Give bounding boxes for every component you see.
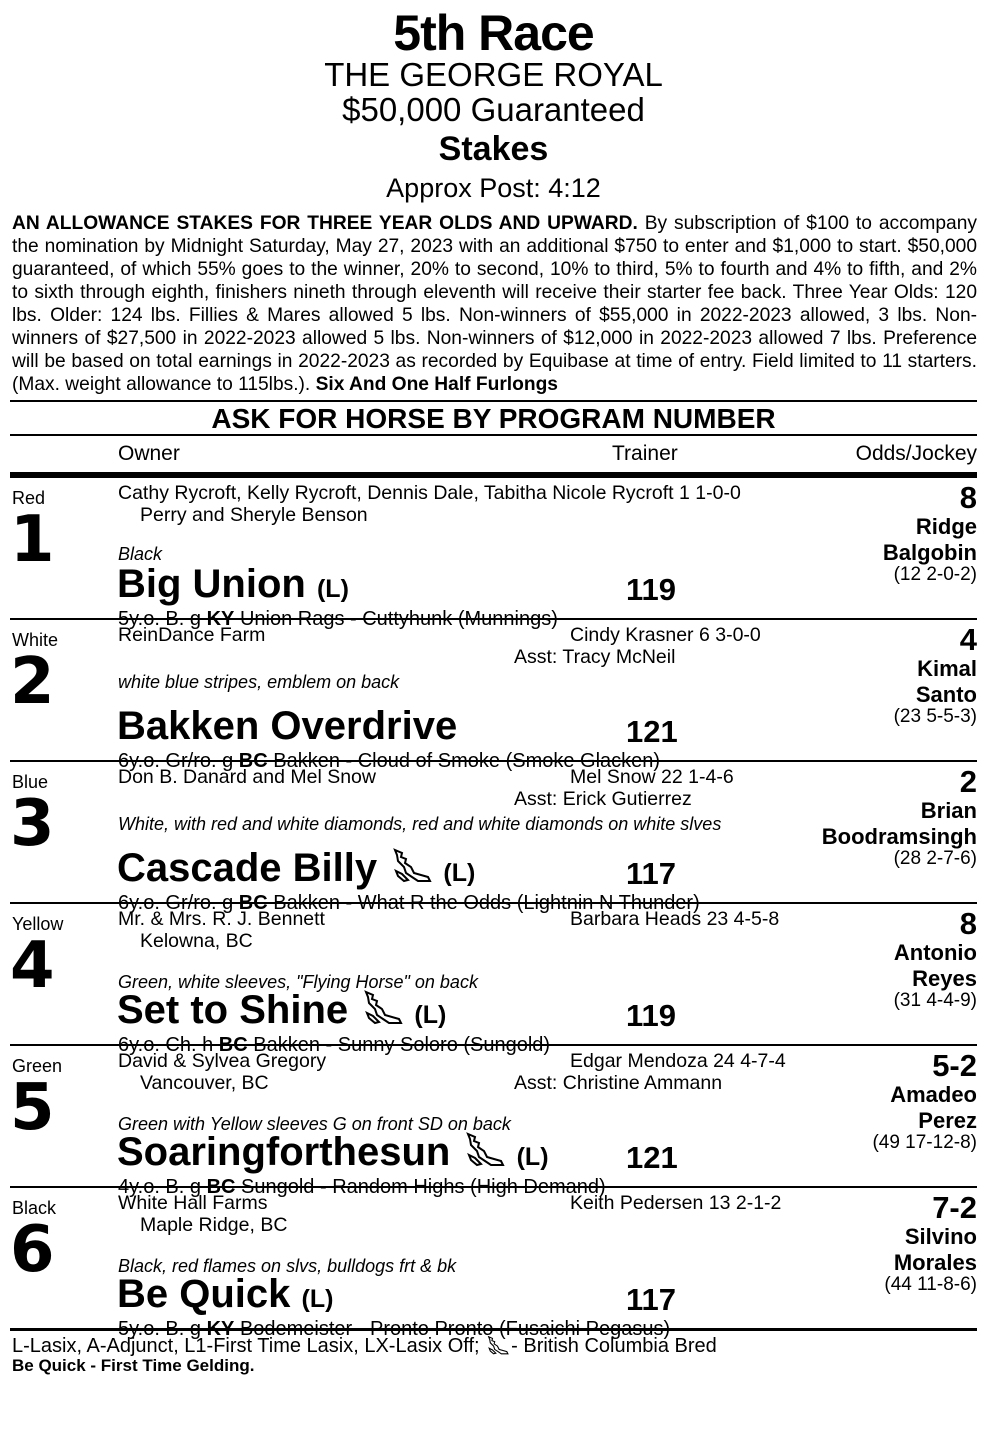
entries-list bbox=[0, 478, 987, 1340]
owner-detail: Maple Ridge, BC bbox=[140, 1214, 288, 1236]
trainer-column-header: Trainer bbox=[612, 442, 678, 465]
owner-detail: Perry and Sheryle Benson bbox=[140, 504, 368, 526]
owner bbox=[118, 1192, 287, 1236]
program-number: 1 bbox=[10, 503, 55, 577]
jockey-first-name: Silvino bbox=[904, 1224, 977, 1249]
ask-banner: ASK FOR HORSE BY PROGRAM NUMBER bbox=[10, 400, 977, 434]
race-purse: $50,000 Guaranteed bbox=[342, 91, 645, 128]
race-conditions bbox=[12, 212, 977, 396]
medication-code: (L) bbox=[414, 1001, 447, 1029]
breeding: Bodemeister - Pronto Pronto (Fusaichi Pegasus) bbox=[239, 1318, 671, 1340]
medication-code: (L) bbox=[301, 1285, 334, 1313]
assistant-trainer: Asst: Tracy McNeil bbox=[514, 646, 676, 668]
owner-name: Mr. & Mrs. R. J. Bennett bbox=[118, 908, 325, 930]
jockey-first-name: Antonio bbox=[893, 940, 977, 965]
weight: 121 bbox=[626, 714, 678, 749]
trainer: Mel Snow 22 1-4-6 bbox=[570, 766, 734, 788]
program-number: 6 bbox=[10, 1213, 55, 1287]
jockey-stats: (23 5-5-3) bbox=[893, 706, 977, 727]
owner bbox=[118, 908, 325, 952]
jockey-last-name: Perez bbox=[918, 1108, 977, 1133]
race-header bbox=[0, 0, 987, 206]
legend-bc: - British Columbia Bred bbox=[511, 1335, 717, 1357]
owner-name: ReinDance Farm bbox=[118, 624, 266, 646]
jockey bbox=[916, 656, 977, 708]
horse-name-text: Set to Shine bbox=[117, 988, 349, 1032]
legend-lasix: L-Lasix, A-Adjunct, L1-First Time Lasix, LX-Lasix Off; bbox=[12, 1335, 480, 1357]
odds-column-header: Odds/Jockey bbox=[855, 442, 977, 465]
breeding: Bakken - Sunny Soloro (Sungold) bbox=[253, 1034, 551, 1056]
saddlecloth-color: Yellow bbox=[12, 914, 64, 934]
morning-line-odds: 8 bbox=[959, 480, 977, 515]
trainer: Edgar Mendoza 24 4-7-4 bbox=[570, 1050, 786, 1072]
horse-name bbox=[117, 1272, 333, 1321]
race-type: Stakes bbox=[438, 130, 549, 168]
foaling-state: KY bbox=[206, 608, 235, 630]
jockey-last-name: Morales bbox=[893, 1250, 977, 1275]
medication-code: (L) bbox=[516, 1143, 549, 1171]
jockey-first-name: Brian bbox=[920, 798, 977, 823]
saddlecloth-color: Blue bbox=[12, 772, 49, 792]
jockey-stats: (12 2-0-2) bbox=[893, 564, 977, 585]
age-sex: 4y.o. B. g bbox=[118, 1176, 202, 1198]
footer-note: Be Quick - First Time Gelding. bbox=[12, 1356, 255, 1375]
horse-name bbox=[117, 988, 446, 1037]
program-number: 5 bbox=[10, 1071, 55, 1145]
program-number: 4 bbox=[10, 929, 55, 1003]
jockey-last-name: Boodramsingh bbox=[821, 824, 977, 849]
owner bbox=[118, 624, 265, 646]
bc-bred-icon bbox=[363, 989, 403, 1025]
breeding: Bakken - What R the Odds (Lightnin N Thunder) bbox=[273, 892, 700, 914]
footer bbox=[12, 1335, 975, 1375]
entry-row bbox=[10, 620, 977, 772]
conditions-lead: AN ALLOWANCE STAKES FOR THREE YEAR OLDS AND UPWARD. bbox=[12, 213, 638, 234]
trainer: Barbara Heads 23 4-5-8 bbox=[570, 908, 780, 930]
jockey-first-name: Amadeo bbox=[890, 1082, 977, 1107]
weight: 121 bbox=[626, 1140, 678, 1175]
owner-name: Don B. Danard and Mel Snow bbox=[118, 766, 376, 788]
silks-description: Green, white sleeves, "Flying Horse" on back bbox=[118, 972, 478, 992]
foaling-state: BC bbox=[206, 1176, 236, 1198]
jockey bbox=[894, 1224, 977, 1276]
jockey-last-name: Santo bbox=[915, 682, 977, 707]
morning-line-odds: 7-2 bbox=[932, 1190, 977, 1225]
morning-line-odds: 4 bbox=[959, 622, 977, 657]
jockey-first-name: Kimal bbox=[917, 656, 977, 681]
jockey bbox=[890, 1082, 977, 1134]
horse-name bbox=[117, 704, 457, 753]
morning-line-odds: 5-2 bbox=[932, 1048, 977, 1083]
race-distance: Six And One Half Furlongs bbox=[315, 374, 558, 395]
breeding: Sungold - Random Highs (High Demand) bbox=[241, 1176, 606, 1198]
silks-description: Black, red flames on slvs, bulldogs frt & bk bbox=[118, 1256, 457, 1276]
jockey-last-name: Balgobin bbox=[882, 540, 977, 565]
owner-name: White Hall Farms bbox=[118, 1192, 268, 1214]
jockey bbox=[822, 798, 977, 850]
owner bbox=[118, 1050, 326, 1094]
conditions-body: By subscription of $100 to accompany the nomination by Midnight Saturday, May 27, 2023 with an additional $750 to enter and $1,000 to start. $50,000 guaranteed, of which 55% goes to the winner, 20% to second, 10% to third, 5% to fourth and 4% to fifth, and 2% to sixth through eighth, finishers nineth through eleventh will receive their starter fee back. Three Year Olds: 120 lbs. Older: 124 lbs. Fillies & Mares allowed 5 lbs. Non-winners of $55,000 in 2022-2023 allowed, 3 lbs. Non-winners of $27,500 in 2022-2023 allowed 5 lbs. Non-winners of $12,000 in 2022-2023 allowed 7 lbs. Preference will be based on total earnings in 2022-2023 as recorded by Equibase at time of entry. Field limited to 11 starters. (Max. weight allowance to 115lbs.). bbox=[12, 213, 977, 395]
entry-row bbox=[10, 904, 977, 1056]
horse-name-text: Big Union bbox=[117, 562, 306, 606]
saddlecloth-color: Black bbox=[12, 1198, 57, 1218]
breeding: Union Rags - Cuttyhunk (Munnings) bbox=[239, 608, 558, 630]
weight: 119 bbox=[626, 572, 677, 607]
age-sex: 6y.o. Ch. h bbox=[118, 1034, 214, 1056]
entry-row bbox=[10, 1046, 977, 1198]
race-name: THE GEORGE ROYAL bbox=[324, 56, 663, 93]
age-sex: 6y.o. Gr/ro. g bbox=[118, 750, 234, 772]
saddlecloth-color: White bbox=[12, 630, 59, 650]
jockey bbox=[883, 514, 977, 566]
trainer: Cindy Krasner 6 3-0-0 bbox=[570, 624, 761, 646]
saddlecloth-color: Red bbox=[12, 488, 46, 508]
medication-code: (L) bbox=[443, 859, 476, 887]
owner-name: David & Sylvea Gregory bbox=[118, 1050, 327, 1072]
weight: 117 bbox=[626, 1282, 677, 1317]
program-number: 3 bbox=[10, 787, 55, 861]
jockey-first-name: Ridge bbox=[915, 514, 977, 539]
owner bbox=[118, 482, 741, 526]
owner-detail: Vancouver, BC bbox=[140, 1072, 269, 1094]
silks-description: white blue stripes, emblem on back bbox=[118, 672, 400, 692]
bc-bred-icon bbox=[392, 847, 432, 883]
jockey-last-name: Reyes bbox=[912, 966, 977, 991]
bc-bred-icon bbox=[465, 1131, 505, 1167]
jockey-stats: (31 4-4-9) bbox=[893, 990, 977, 1011]
owner-column-header: Owner bbox=[118, 442, 180, 465]
jockey-stats: (44 11-8-6) bbox=[884, 1274, 977, 1295]
post-time: Approx Post: 4:12 bbox=[386, 173, 601, 203]
silks-description: White, with red and white diamonds, red and white diamonds on white slves bbox=[118, 814, 722, 834]
morning-line-odds: 2 bbox=[959, 764, 977, 799]
silks-description: Green with Yellow sleeves G on front SD on back bbox=[118, 1114, 511, 1134]
horse-name bbox=[117, 562, 349, 611]
saddlecloth-color: Green bbox=[12, 1056, 63, 1076]
entry-row bbox=[10, 1188, 977, 1340]
foaling-state: BC bbox=[218, 1034, 248, 1056]
morning-line-odds: 8 bbox=[959, 906, 977, 941]
foaling-state: BC bbox=[238, 892, 268, 914]
medication-code: (L) bbox=[316, 575, 349, 603]
horse-name-text: Cascade Billy bbox=[117, 846, 378, 890]
race-number: 5th Race bbox=[393, 5, 594, 61]
jockey-stats: (28 2-7-6) bbox=[893, 848, 977, 869]
foaling-state: BC bbox=[238, 750, 268, 772]
jockey-stats: (49 17-12-8) bbox=[872, 1132, 977, 1153]
entry-row bbox=[10, 762, 977, 914]
assistant-trainer: Asst: Christine Ammann bbox=[514, 1072, 723, 1094]
horse-name bbox=[117, 846, 475, 895]
trainer: Keith Pedersen 13 2-1-2 bbox=[570, 1192, 782, 1214]
horse-name bbox=[117, 1130, 549, 1179]
jockey bbox=[894, 940, 977, 992]
pedigree bbox=[118, 1318, 670, 1341]
owner bbox=[118, 766, 376, 788]
foaling-state: KY bbox=[206, 1318, 235, 1340]
silks-description: Black bbox=[118, 544, 163, 564]
owner-detail: Kelowna, BC bbox=[140, 930, 253, 952]
program-number: 2 bbox=[10, 645, 55, 719]
weight: 117 bbox=[626, 856, 677, 891]
horse-name-text: Bakken Overdrive bbox=[117, 704, 458, 748]
assistant-trainer: Asst: Erick Gutierrez bbox=[514, 788, 692, 810]
breeding: Bakken - Cloud of Smoke (Smoke Glacken) bbox=[273, 750, 661, 772]
weight: 119 bbox=[626, 998, 677, 1033]
entry-row bbox=[10, 478, 977, 630]
owner-name: Cathy Rycroft, Kelly Rycroft, Dennis Dale, Tabitha Nicole Rycroft 1 1-0-0 bbox=[118, 482, 741, 504]
age-sex: 6y.o. Gr/ro. g bbox=[118, 892, 234, 914]
age-sex: 5y.o. B. g bbox=[118, 608, 202, 630]
horse-name-text: Be Quick bbox=[117, 1272, 291, 1316]
column-headers bbox=[10, 434, 977, 472]
horse-name-text: Soaringforthesun bbox=[117, 1130, 451, 1174]
age-sex: 5y.o. B. g bbox=[118, 1318, 202, 1340]
